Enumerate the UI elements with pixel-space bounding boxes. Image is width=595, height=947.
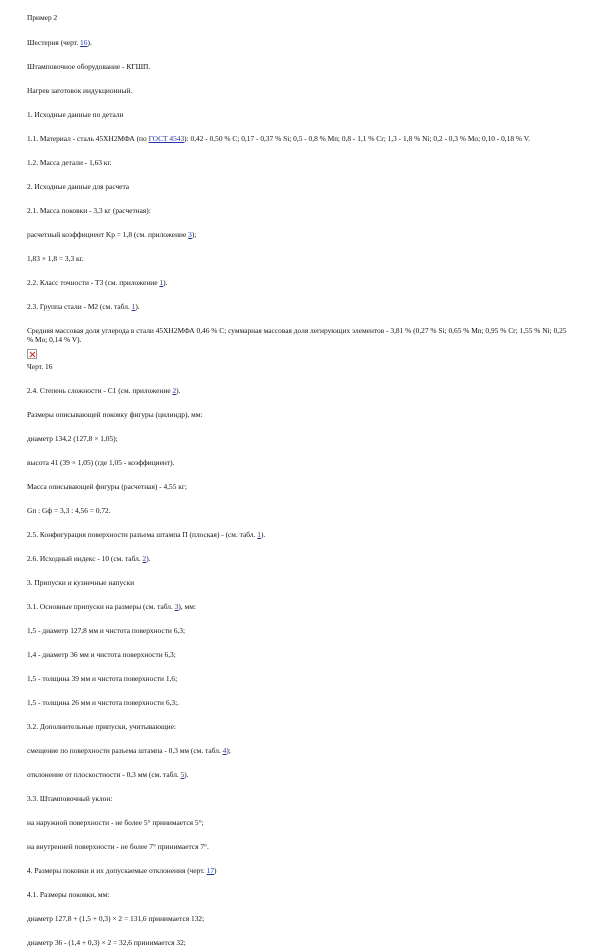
table-link[interactable]: 1 <box>257 530 261 539</box>
paragraph-ratio: Gп : Gф = 3,3 : 4,56 = 0,72. <box>27 506 111 515</box>
appendix-link[interactable]: 3 <box>188 230 192 239</box>
section-heading: 4. Размеры поковки и их допускаемые отклонения (черт. 17) <box>27 866 217 875</box>
paragraph-height: высота 41 (39 × 1,05) (где 1,05 - коэффициент). <box>27 458 175 467</box>
figure-caption: Черт. 16 <box>27 362 53 371</box>
appendix-link[interactable]: 1 <box>159 278 164 287</box>
paragraph-material: 1.1. Материал - сталь 45ХН2МФА (по ГОСТ 4543): 0,42 - 0,50 % С; 0,17 - 0,37 % Si; 0,5 - 0,8 % Mn; 0,8 - 1,1 % Cr; 1,3 - 1,8 % Ni; 0,2 - 0,3 % Mo; 0,10 - 0,18 % V. <box>27 134 530 143</box>
section-heading: 3. Припуски и кузнечные напуски <box>27 578 135 587</box>
table-link[interactable]: 1 <box>131 302 136 311</box>
paragraph-allowance-item: 1,5 - толщина 26 мм и чистота поверхности 6,3;. <box>27 698 179 707</box>
section-heading: 1. Исходные данные по детали <box>27 110 124 119</box>
paragraph-size-item: диаметр 127,8 + (1,5 + 0,3) × 2 = 131,6 принимается 132; <box>27 914 205 923</box>
broken-image-icon <box>27 349 37 359</box>
paragraph-index: 2.6. Исходный индекс - 10 (см. табл. 2). <box>27 554 151 563</box>
paragraph-coefficient: расчетный коэффициент Kр = 1,8 (см. приложение 3); <box>27 230 197 239</box>
paragraph-calc: 1,83 × 1,8 = 3,3 кг. <box>27 254 84 263</box>
paragraph-diameter: диаметр 134,2 (127,8 × 1,05); <box>27 434 118 443</box>
paragraph-draft-outer: на наружной поверхности - не более 5° принимается 5°; <box>27 818 204 827</box>
paragraph-mass: 1.2. Масса детали - 1,63 кг. <box>27 158 112 167</box>
paragraph-figure-size: Размеры описывающей поковку фигуры (цилиндр), мм: <box>27 410 203 419</box>
paragraph-steel-group: 2.3. Группа стали - М2 (см. табл. 1). <box>27 302 140 311</box>
paragraph-shift: смещение по поверхности разъема штампа - 0,3 мм (см. табл. 4); <box>27 746 231 755</box>
table-link[interactable]: 2 <box>142 554 147 563</box>
appendix-link[interactable]: 2 <box>172 386 177 395</box>
paragraph-sizes: 4.1. Размеры поковки, мм: <box>27 890 110 899</box>
paragraph-size-item: диаметр 36 - (1,4 + 0,3) × 2 = 32,6 принимается 32; <box>27 938 186 947</box>
paragraph-allowance-item: 1,5 - диаметр 127,8 мм и чистота поверхности 6,3; <box>27 626 186 635</box>
table-link[interactable]: 3 <box>174 602 179 611</box>
paragraph-configuration: 2.5. Конфигурация поверхности разъема штампа П (плоская) - (см. табл. 1). <box>27 530 266 539</box>
gost-link[interactable]: ГОСТ 4543 <box>148 134 185 143</box>
heading-example: Пример 2 <box>27 13 58 22</box>
paragraph-gear: Шестерня (черт. 16). <box>27 38 92 47</box>
paragraph-equipment: Штамповочное оборудование - КГШП. <box>27 62 151 71</box>
paragraph-forging-mass: 2.1. Масса поковки - 3,3 кг (расчетная): <box>27 206 151 215</box>
paragraph-allowance-item: 1,4 - диаметр 36 мм и чистота поверхности 6,3; <box>27 650 176 659</box>
paragraph-allowance-item: 1,5 - толщина 39 мм и чистота поверхности 1,6; <box>27 674 178 683</box>
paragraph-accuracy: 2.2. Класс точности - Т3 (см. приложение 1). <box>27 278 168 287</box>
drawing-link[interactable]: 17 <box>206 866 215 875</box>
drawing-link[interactable]: 16 <box>80 38 88 47</box>
paragraph-allowances: 3.1. Основные припуски на размеры (см. табл. 3), мм: <box>27 602 196 611</box>
paragraph-draft-inner: на внутренней поверхности - не более 7° принимается 7°. <box>27 842 209 851</box>
table-link[interactable]: 4 <box>222 746 227 755</box>
paragraph-additional: 3.2. Дополнительные припуски, учитывающие: <box>27 722 176 731</box>
paragraph-draft: 3.3. Штамповочный уклон: <box>27 794 113 803</box>
paragraph-complexity: 2.4. Степень сложности - С1 (см. приложение 2). <box>27 386 181 395</box>
paragraph-figure-mass: Масса описывающей фигуры (расчетная) - 4,55 кг; <box>27 482 187 491</box>
paragraph-heating: Нагрев заготовок индукционный. <box>27 86 133 95</box>
paragraph-carbon: Средняя массовая доля углерода в стали 45ХН2МФА 0,46 % С; суммарная массовая доля легирующих элементов - 3,81 % (0,27 % Si; 0,65 % Mn; 0,95 % Cr; 1,55 % Ni; 0,25 % Mo; 0,14 % V). <box>27 326 567 344</box>
section-heading: 2. Исходные данные для расчета <box>27 182 130 191</box>
document-body <box>27 13 572 947</box>
paragraph-flatness: отклонение от плоскостности - 0,3 мм (см. табл. 5). <box>27 770 189 779</box>
table-link[interactable]: 5 <box>180 770 185 779</box>
